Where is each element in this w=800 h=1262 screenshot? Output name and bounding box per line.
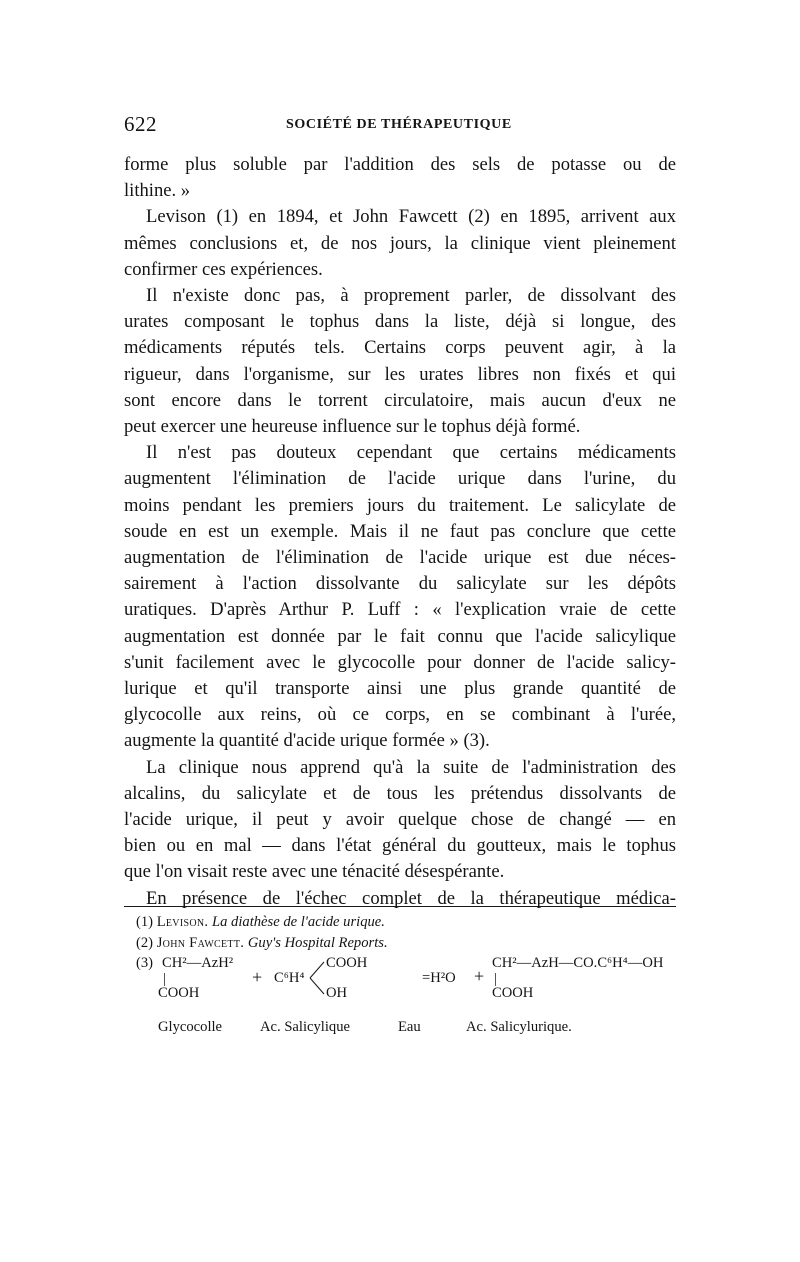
text-line: l'acide urique, il peut y avoir quelque chose de changé — en <box>124 809 676 831</box>
text-line: sont encore dans le torrent circulatoire, mais aucun d'eux ne <box>124 389 676 411</box>
glycocolle-formula-top: CH²—AzH² <box>162 955 234 971</box>
footnote-1 <box>136 912 676 933</box>
text-line: augmentation de l'élimination de l'acide urique est due néces- <box>124 547 676 569</box>
plus-sign: + <box>474 966 485 986</box>
footnotes <box>136 912 676 1039</box>
running-title: SOCIÉTÉ DE THÉRAPEUTIQUE <box>286 117 512 132</box>
text-line: Levison (1) en 1894, et John Fawcett (2) en 1895, arrivent aux <box>146 206 676 228</box>
text-line: lurique et qu'il transporte ainsi une plus grande quantité de <box>124 678 676 700</box>
salicylic-oh: OH <box>326 985 348 1001</box>
footnote-marker: (3) <box>136 955 154 971</box>
text-line: moins pendant les premiers jours du traitement. Le salicylate de <box>124 494 676 516</box>
text-line: s'unit facilement avec le glycocolle pour donner de l'acide salicy- <box>124 651 676 673</box>
text-line: lithine. » <box>124 180 191 202</box>
text-line: sairement à l'action dissolvante du salicylate sur les dépôts <box>124 573 676 595</box>
footnote-2 <box>136 933 676 954</box>
caption-water: Eau <box>398 1019 421 1035</box>
bond-lines <box>308 958 326 998</box>
text-line: rigueur, dans l'organisme, sur les urates libres non fixés et qui <box>124 363 676 385</box>
caption-glycocolle: Glycocolle <box>158 1019 223 1035</box>
footnote-author: John Fawcett. <box>156 934 245 951</box>
text-line: forme plus soluble par l'addition des sels de potasse ou de <box>124 154 676 175</box>
text-line: augmentation est donnée par le fait connu que l'acide salicylique <box>124 625 676 647</box>
salicylic-formula-core: C⁶H⁴ <box>274 970 305 986</box>
text-line: soude en est un exemple. Mais il ne faut pas conclure que cette <box>124 520 676 542</box>
bond-line: | <box>494 971 497 987</box>
salicyluric-formula-top: CH²—AzH—CO.C⁶H⁴—OH <box>492 955 664 971</box>
page-header <box>124 112 676 142</box>
water-formula: =H²O <box>422 970 456 986</box>
text-line: que l'on visait reste avec une ténacité désespérante. <box>124 861 505 883</box>
footnote-author: Levison. <box>156 914 209 930</box>
text-line: mêmes conclusions et, de nos jours, la clinique vient pleinement <box>124 232 676 254</box>
text-line: augmentent l'élimination de l'acide urique dans l'urine, du <box>124 468 676 490</box>
caption-salicyluric: Ac. Salicylurique. <box>466 1019 572 1035</box>
text-line: médicaments réputés tels. Certains corps peuvent agir, à la <box>124 337 676 359</box>
text-line: uratiques. D'après Arthur P. Luff : « l'explication vraie de cette <box>124 599 676 621</box>
footnote-marker: (2) <box>136 934 154 951</box>
text-line: En présence de l'échec complet de la thérapeutique médica- <box>146 887 676 909</box>
caption-salicylic: Ac. Salicylique <box>260 1019 350 1035</box>
footnote-title: Guy's Hospital Reports. <box>247 934 388 951</box>
text-line: Il n'existe donc pas, à proprement parler, de dissolvant des <box>146 285 676 307</box>
text-line: urates composant le tophus dans la liste, déjà si longue, des <box>124 311 676 333</box>
text-line: peut exercer une heureuse influence sur le tophus déjà formé. <box>124 416 581 438</box>
page-number: 622 <box>124 112 157 136</box>
chemical-equation <box>136 953 676 1017</box>
text-line: confirmer ces expériences. <box>124 258 323 280</box>
body-text <box>124 152 676 912</box>
footnote-title: La diathèse de l'acide urique. <box>211 914 385 930</box>
salicylic-cooh: COOH <box>326 955 368 971</box>
bond-line: | <box>163 971 166 987</box>
footnote-marker: (1) <box>136 914 154 930</box>
text-line: bien ou en mal — dans l'état général du goutteux, mais le tophus <box>124 835 676 857</box>
text-line: Il n'est pas douteux cependant que certains médicaments <box>146 442 676 464</box>
text-line: augmente la quantité d'acide urique formée » (3). <box>124 730 490 752</box>
footnote-rule <box>124 906 676 907</box>
text-line: glycocolle aux reins, où ce corps, en se combinant à l'urée, <box>124 704 676 726</box>
salicyluric-formula-bottom: COOH <box>492 985 534 1001</box>
plus-sign: + <box>252 967 263 987</box>
text-line: La clinique nous apprend qu'à la suite de l'administration des <box>146 756 676 778</box>
text-line: alcalins, du salicylate et de tous les prétendus dissolvants de <box>124 782 676 804</box>
glycocolle-formula-bottom: COOH <box>158 985 200 1001</box>
equation-captions <box>136 1017 676 1039</box>
